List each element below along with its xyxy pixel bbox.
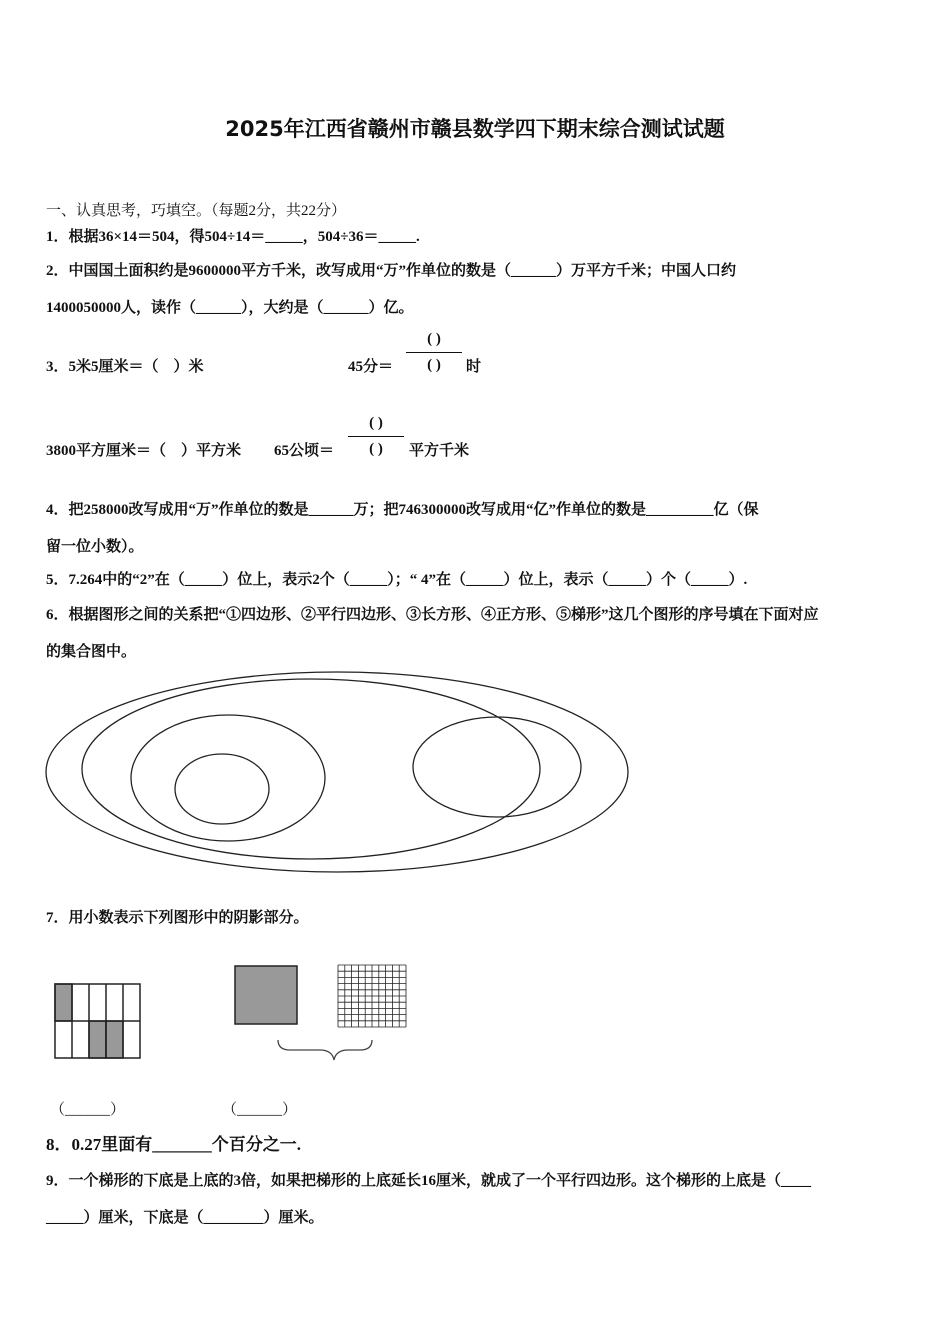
question-3-part3: 3800平方厘米＝（ ）平方米 xyxy=(46,443,242,459)
question-3-part2-prefix: 45分＝ xyxy=(348,359,394,375)
question-2-line1: 2．中国国土面积约是9600000平方千米，改写成用“万”作单位的数是（______）万平方千米；中国人口约 xyxy=(46,263,737,279)
question-5: 5．7.264中的“2”在（_____）位上，表示2个（_____）；“ 4”在（_____）位上，表示（_____）个（_____）. xyxy=(46,572,748,588)
question-3-part4-suffix: 平方千米 xyxy=(409,443,470,459)
shaded-rectangle-figure xyxy=(55,984,140,1058)
fraction-numerator: ( ) xyxy=(369,415,383,431)
question-3-part4-prefix: 65公顷＝ xyxy=(274,443,335,459)
question-4-line2: 留一位小数）。 xyxy=(46,539,144,555)
shaded-square xyxy=(235,966,297,1024)
section-heading: 一、认真思考，巧填空。（每题2分，共22分） xyxy=(46,203,347,219)
ellipse-outer xyxy=(46,672,628,872)
answer-blank-2[interactable]: （______） xyxy=(222,1102,298,1118)
venn-diagram xyxy=(46,672,628,872)
ellipse-second xyxy=(82,679,540,859)
page-title: 2025年江西省赣州市赣县数学四下期末综合测试试题 xyxy=(225,117,725,141)
question-3-part1: 3．5米5厘米＝（ ）米 xyxy=(46,359,204,375)
question-7: 7．用小数表示下列图形中的阴影部分。 xyxy=(46,910,309,926)
question-2-line2: 1400050000人，读作（______），大约是（______）亿。 xyxy=(46,300,414,316)
question-6-line1: 6．根据图形之间的关系把“①四边形、②平行四边形、③长方形、④正方形、⑤梯形”这几个图形的序号填在下面对应 xyxy=(46,607,819,623)
fraction-denominator: ( ) xyxy=(369,441,383,457)
question-8: 8．0.27里面有_______个百分之一. xyxy=(46,1135,301,1154)
fraction-denominator: ( ) xyxy=(427,357,441,373)
curly-brace xyxy=(278,1040,372,1060)
question-6-line2: 的集合图中。 xyxy=(46,644,137,660)
question-9-line2: _____）厘米，下底是（________）厘米。 xyxy=(46,1210,324,1226)
ellipse-right xyxy=(413,717,581,817)
ellipse-inner xyxy=(175,754,269,824)
question-9-line1: 9．一个梯形的下底是上底的3倍，如果把梯形的上底延长16厘米，就成了一个平行四边形。这个梯形的上底是（____ xyxy=(46,1173,812,1189)
question-3-part2-suffix: 时 xyxy=(466,359,482,375)
answer-blank-1[interactable]: （______） xyxy=(50,1102,126,1118)
fraction-numerator: ( ) xyxy=(427,331,441,347)
hundred-grid xyxy=(338,965,406,1027)
question-4-line1: 4．把258000改写成用“万”作单位的数是______万；把746300000改写成用“亿”作单位的数是_________亿（保 xyxy=(46,502,759,518)
question-1: 1．根据36×14＝504，得504÷14＝_____，504÷36＝_____. xyxy=(46,229,420,245)
ellipse-third xyxy=(131,715,325,841)
